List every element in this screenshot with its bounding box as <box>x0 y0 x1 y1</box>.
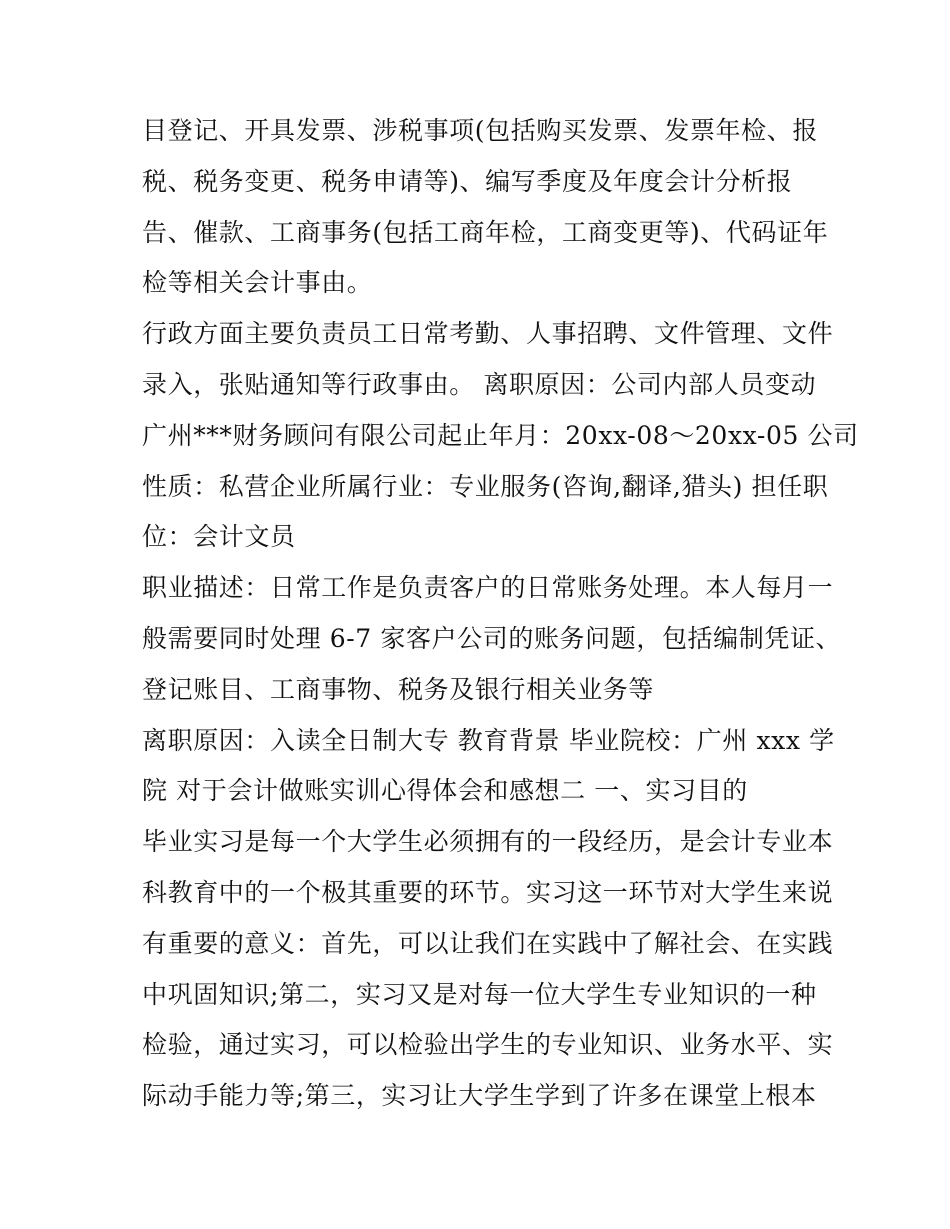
text-line: 检等相关会计事由。 <box>142 268 373 298</box>
text-line: 税、税务变更、税务申请等)、编写季度及年度会计分析报 <box>142 166 793 196</box>
text-line: 广州***财务顾问有限公司起止年月：20xx-08～20xx-05 公司 <box>142 420 859 450</box>
text-line: 告、催款、工商事务(包括工商年检，工商变更等)、代码证年 <box>142 217 829 247</box>
text-line: 院 对于会计做账实训心得体会和感想二 一、实习目的 <box>142 776 748 806</box>
text-line: 离职原因：入读全日制大专 教育背景 毕业院校：广州 xxx 学 <box>142 725 835 755</box>
text-line: 毕业实习是每一个大学生必须拥有的一段经历，是会计专业本 <box>142 827 834 857</box>
text-line: 中巩固知识;第二，实习又是对每一位大学生专业知识的一种 <box>142 979 817 1009</box>
text-line: 录入，张贴通知等行政事由。 离职原因：公司内部人员变动 <box>142 369 817 399</box>
text-line: 职业描述：日常工作是负责客户的日常账务处理。本人每月一 <box>142 573 834 603</box>
text-line: 般需要同时处理 6-7 家客户公司的账务问题，包括编制凭证、 <box>142 623 842 653</box>
text-line: 有重要的意义：首先，可以让我们在实践中了解社会、在实践 <box>142 928 834 958</box>
text-line: 目登记、开具发票、涉税事项(包括购买发票、发票年检、报 <box>142 116 818 145</box>
text-line: 性质：私营企业所属行业：专业服务(咨询,翻译,猎头) 担任职 <box>142 471 829 501</box>
body-text <box>142 106 859 1122</box>
text-line: 科教育中的一个极其重要的环节。实习这一环节对大学生来说 <box>142 877 834 907</box>
text-line: 际动手能力等;第三，实习让大学生学到了许多在课堂上根本 <box>142 1081 817 1111</box>
text-line: 检验，通过实习，可以检验出学生的专业知识、业务水平、实 <box>142 1030 834 1060</box>
text-line: 行政方面主要负责员工日常考勤、人事招聘、文件管理、文件 <box>142 319 834 349</box>
text-line: 位：会计文员 <box>142 522 296 552</box>
text-line: 登记账目、工商事物、税务及银行相关业务等 <box>142 674 655 704</box>
